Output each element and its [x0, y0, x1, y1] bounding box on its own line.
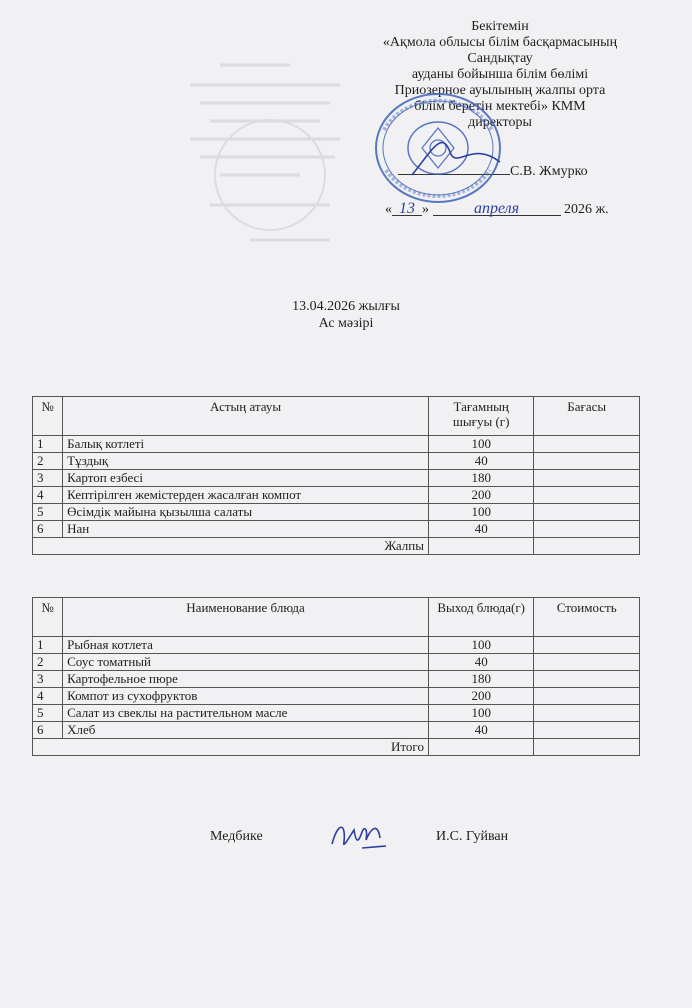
table-row: [33, 722, 640, 739]
total-output: [428, 739, 534, 756]
row-dish: Кептірілген жемістерден жасалған компот: [63, 487, 429, 504]
table-row: [33, 637, 640, 654]
row-dish: Өсімдік майына қызылша салаты: [63, 504, 429, 521]
row-dish: Картофельное пюре: [63, 671, 429, 688]
total-row: [33, 739, 640, 756]
total-label: Итого: [33, 739, 429, 756]
total-output: [428, 538, 534, 555]
row-dish: Хлеб: [63, 722, 429, 739]
menu-heading: Ас мәзірі: [318, 316, 374, 331]
row-price: [534, 436, 640, 453]
col-header-output: Тағамның шығуы (г): [428, 397, 534, 436]
row-output: 100: [428, 705, 534, 722]
official-stamp: [372, 90, 514, 208]
col-header-name: Наименование блюда: [63, 598, 429, 637]
row-price: [534, 487, 640, 504]
menu-table-kk: [32, 396, 640, 555]
row-dish: Компот из сухофруктов: [63, 688, 429, 705]
col-header-output: Выход блюда(г): [428, 598, 534, 637]
col-header-price: Бағасы: [534, 397, 640, 436]
approval-line: директоры: [468, 115, 532, 130]
table-row: [33, 654, 640, 671]
row-output: 200: [428, 487, 534, 504]
row-price: [534, 722, 640, 739]
row-price: [534, 654, 640, 671]
row-dish: Картоп езбесі: [63, 470, 429, 487]
row-output: 100: [428, 637, 534, 654]
approval-line: Приозерное ауылының жалпы орта: [394, 83, 606, 98]
total-price: [534, 739, 640, 756]
nurse-role: Медбике: [210, 829, 263, 844]
row-num: 1: [33, 436, 63, 453]
col-header-name: Астың атауы: [63, 397, 429, 436]
row-price: [534, 637, 640, 654]
row-price: [534, 688, 640, 705]
row-num: 4: [33, 688, 63, 705]
row-dish: Рыбная котлета: [63, 637, 429, 654]
table-row: [33, 487, 640, 504]
row-num: 3: [33, 470, 63, 487]
table-row: [33, 470, 640, 487]
col-header-num: №: [33, 397, 63, 436]
row-dish: Соус томатный: [63, 654, 429, 671]
row-dish: Нан: [63, 521, 429, 538]
row-num: 6: [33, 722, 63, 739]
approval-line: білім беретін мектебі» КММ: [414, 99, 586, 114]
row-num: 6: [33, 521, 63, 538]
row-output: 100: [428, 436, 534, 453]
row-output: 40: [428, 521, 534, 538]
table-row: [33, 705, 640, 722]
menu-date: 13.04.2026 жылғы: [292, 299, 400, 314]
director-name: С.В. Жмурко: [510, 164, 588, 179]
col-header-price: Стоимость: [534, 598, 640, 637]
table-row: [33, 521, 640, 538]
approval-line: «Ақмола облысы білім басқармасының: [382, 35, 618, 50]
total-label: Жалпы: [33, 538, 429, 555]
table-row: [33, 436, 640, 453]
row-price: [534, 504, 640, 521]
approval-date-line: « 13 » апреля 2026 ж.: [385, 200, 609, 217]
row-dish: Балық котлеті: [63, 436, 429, 453]
row-output: 40: [428, 453, 534, 470]
date-day-handwritten: 13: [399, 200, 415, 217]
table-row: [33, 504, 640, 521]
approval-title: Бекітемін: [471, 19, 529, 34]
nurse-signature: [328, 816, 390, 856]
approval-line: ауданы бойынша білім бөлімі: [411, 67, 589, 82]
row-num: 1: [33, 637, 63, 654]
row-output: 180: [428, 671, 534, 688]
row-num: 3: [33, 671, 63, 688]
date-year: 2026 ж.: [564, 202, 609, 217]
row-price: [534, 521, 640, 538]
row-price: [534, 453, 640, 470]
row-output: 180: [428, 470, 534, 487]
row-num: 5: [33, 504, 63, 521]
row-dish: Тұздық: [63, 453, 429, 470]
bleed-through-ghost: [40, 55, 360, 265]
row-num: 2: [33, 654, 63, 671]
table-row: [33, 453, 640, 470]
row-output: 100: [428, 504, 534, 521]
table-row: [33, 688, 640, 705]
row-dish: Салат из свеклы на растительном масле: [63, 705, 429, 722]
row-output: 40: [428, 722, 534, 739]
menu-table-ru: [32, 597, 640, 756]
row-price: [534, 671, 640, 688]
approval-line: Сандықтау: [467, 51, 533, 66]
row-output: 200: [428, 688, 534, 705]
date-month-handwritten: апреля: [473, 200, 520, 217]
row-output: 40: [428, 654, 534, 671]
row-num: 4: [33, 487, 63, 504]
row-num: 2: [33, 453, 63, 470]
total-price: [534, 538, 640, 555]
row-price: [534, 470, 640, 487]
row-price: [534, 705, 640, 722]
nurse-name: И.С. Гуйван: [436, 829, 509, 844]
col-header-num: №: [33, 598, 63, 637]
row-num: 5: [33, 705, 63, 722]
table-row: [33, 671, 640, 688]
total-row: [33, 538, 640, 555]
